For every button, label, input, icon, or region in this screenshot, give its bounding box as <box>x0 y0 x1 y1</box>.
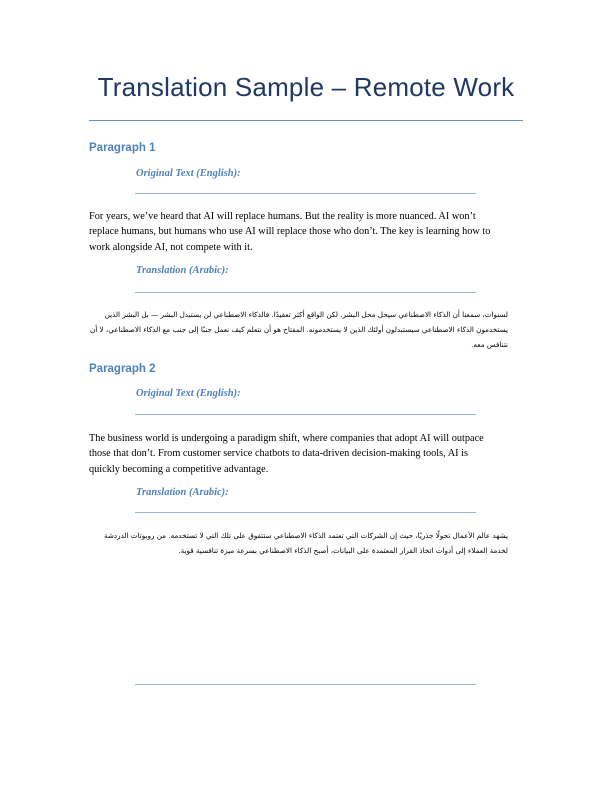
paragraph-2-original-text: The business world is undergoing a paradigm shift, where companies that adopt AI will outpace those that don’t. From customer service chatbots to data-driven decision-making tools, AI is quickly becoming a competitive advantage. <box>89 433 484 475</box>
paragraph-1-heading: Paragraph 1 <box>89 142 156 154</box>
paragraph-1-translation-text: لسنوات، سمعنا أن الذكاء الاصطناعي سيحل محل البشر. لكن الواقع أكثر تعقيدًا. فالذكاء الاصطناعي لن يستبدل البشر — بل البشر الذين يستخدمون الذكاء الاصطناعي سيستبدلون أولئك الذين لا يستخدمونه. المفتاح هو أن نتعلم كيف نعمل جنبًا إلى جنب مع الذكاء الاصطناعي، لا أن نتنافس معه. <box>89 310 508 350</box>
paragraph-2-translation-divider <box>135 512 476 513</box>
paragraph-2-translation-text: يشهد عالم الأعمال تحولًا جذريًا، حيث إن الشركات التي تعتمد الذكاء الاصطناعي ستتفوق على تلك التي لا تستخدمه. من روبوتات الدردشة لخدمة العملاء إلى أدوات اتخاذ القرار المعتمدة على البيانات، أصبح الذكاء الاصطناعي بسرعة ميزة تنافسية قوية. <box>104 531 508 556</box>
paragraph-2-translation-label: Translation (Arabic): <box>136 487 229 498</box>
bottom-divider <box>135 684 476 685</box>
page-title: Translation Sample – Remote Work <box>97 72 515 102</box>
title-divider <box>89 120 523 121</box>
paragraph-1-translation-divider <box>135 292 476 293</box>
paragraph-1-original-divider <box>135 193 476 194</box>
paragraph-2-heading: Paragraph 2 <box>89 363 156 375</box>
paragraph-1-original-text: For years, we’ve heard that AI will replace humans. But the reality is more nuanced. AI won’t replace humans, but humans who use AI will replace those who don’t. The key is learning how to work alongside AI, not compete with it. <box>89 211 491 253</box>
paragraph-2-original-divider <box>135 414 476 415</box>
paragraph-2-original-label: Original Text (English): <box>136 388 241 399</box>
paragraph-1-original-label: Original Text (English): <box>136 168 241 179</box>
paragraph-1-translation-label: Translation (Arabic): <box>136 265 229 276</box>
